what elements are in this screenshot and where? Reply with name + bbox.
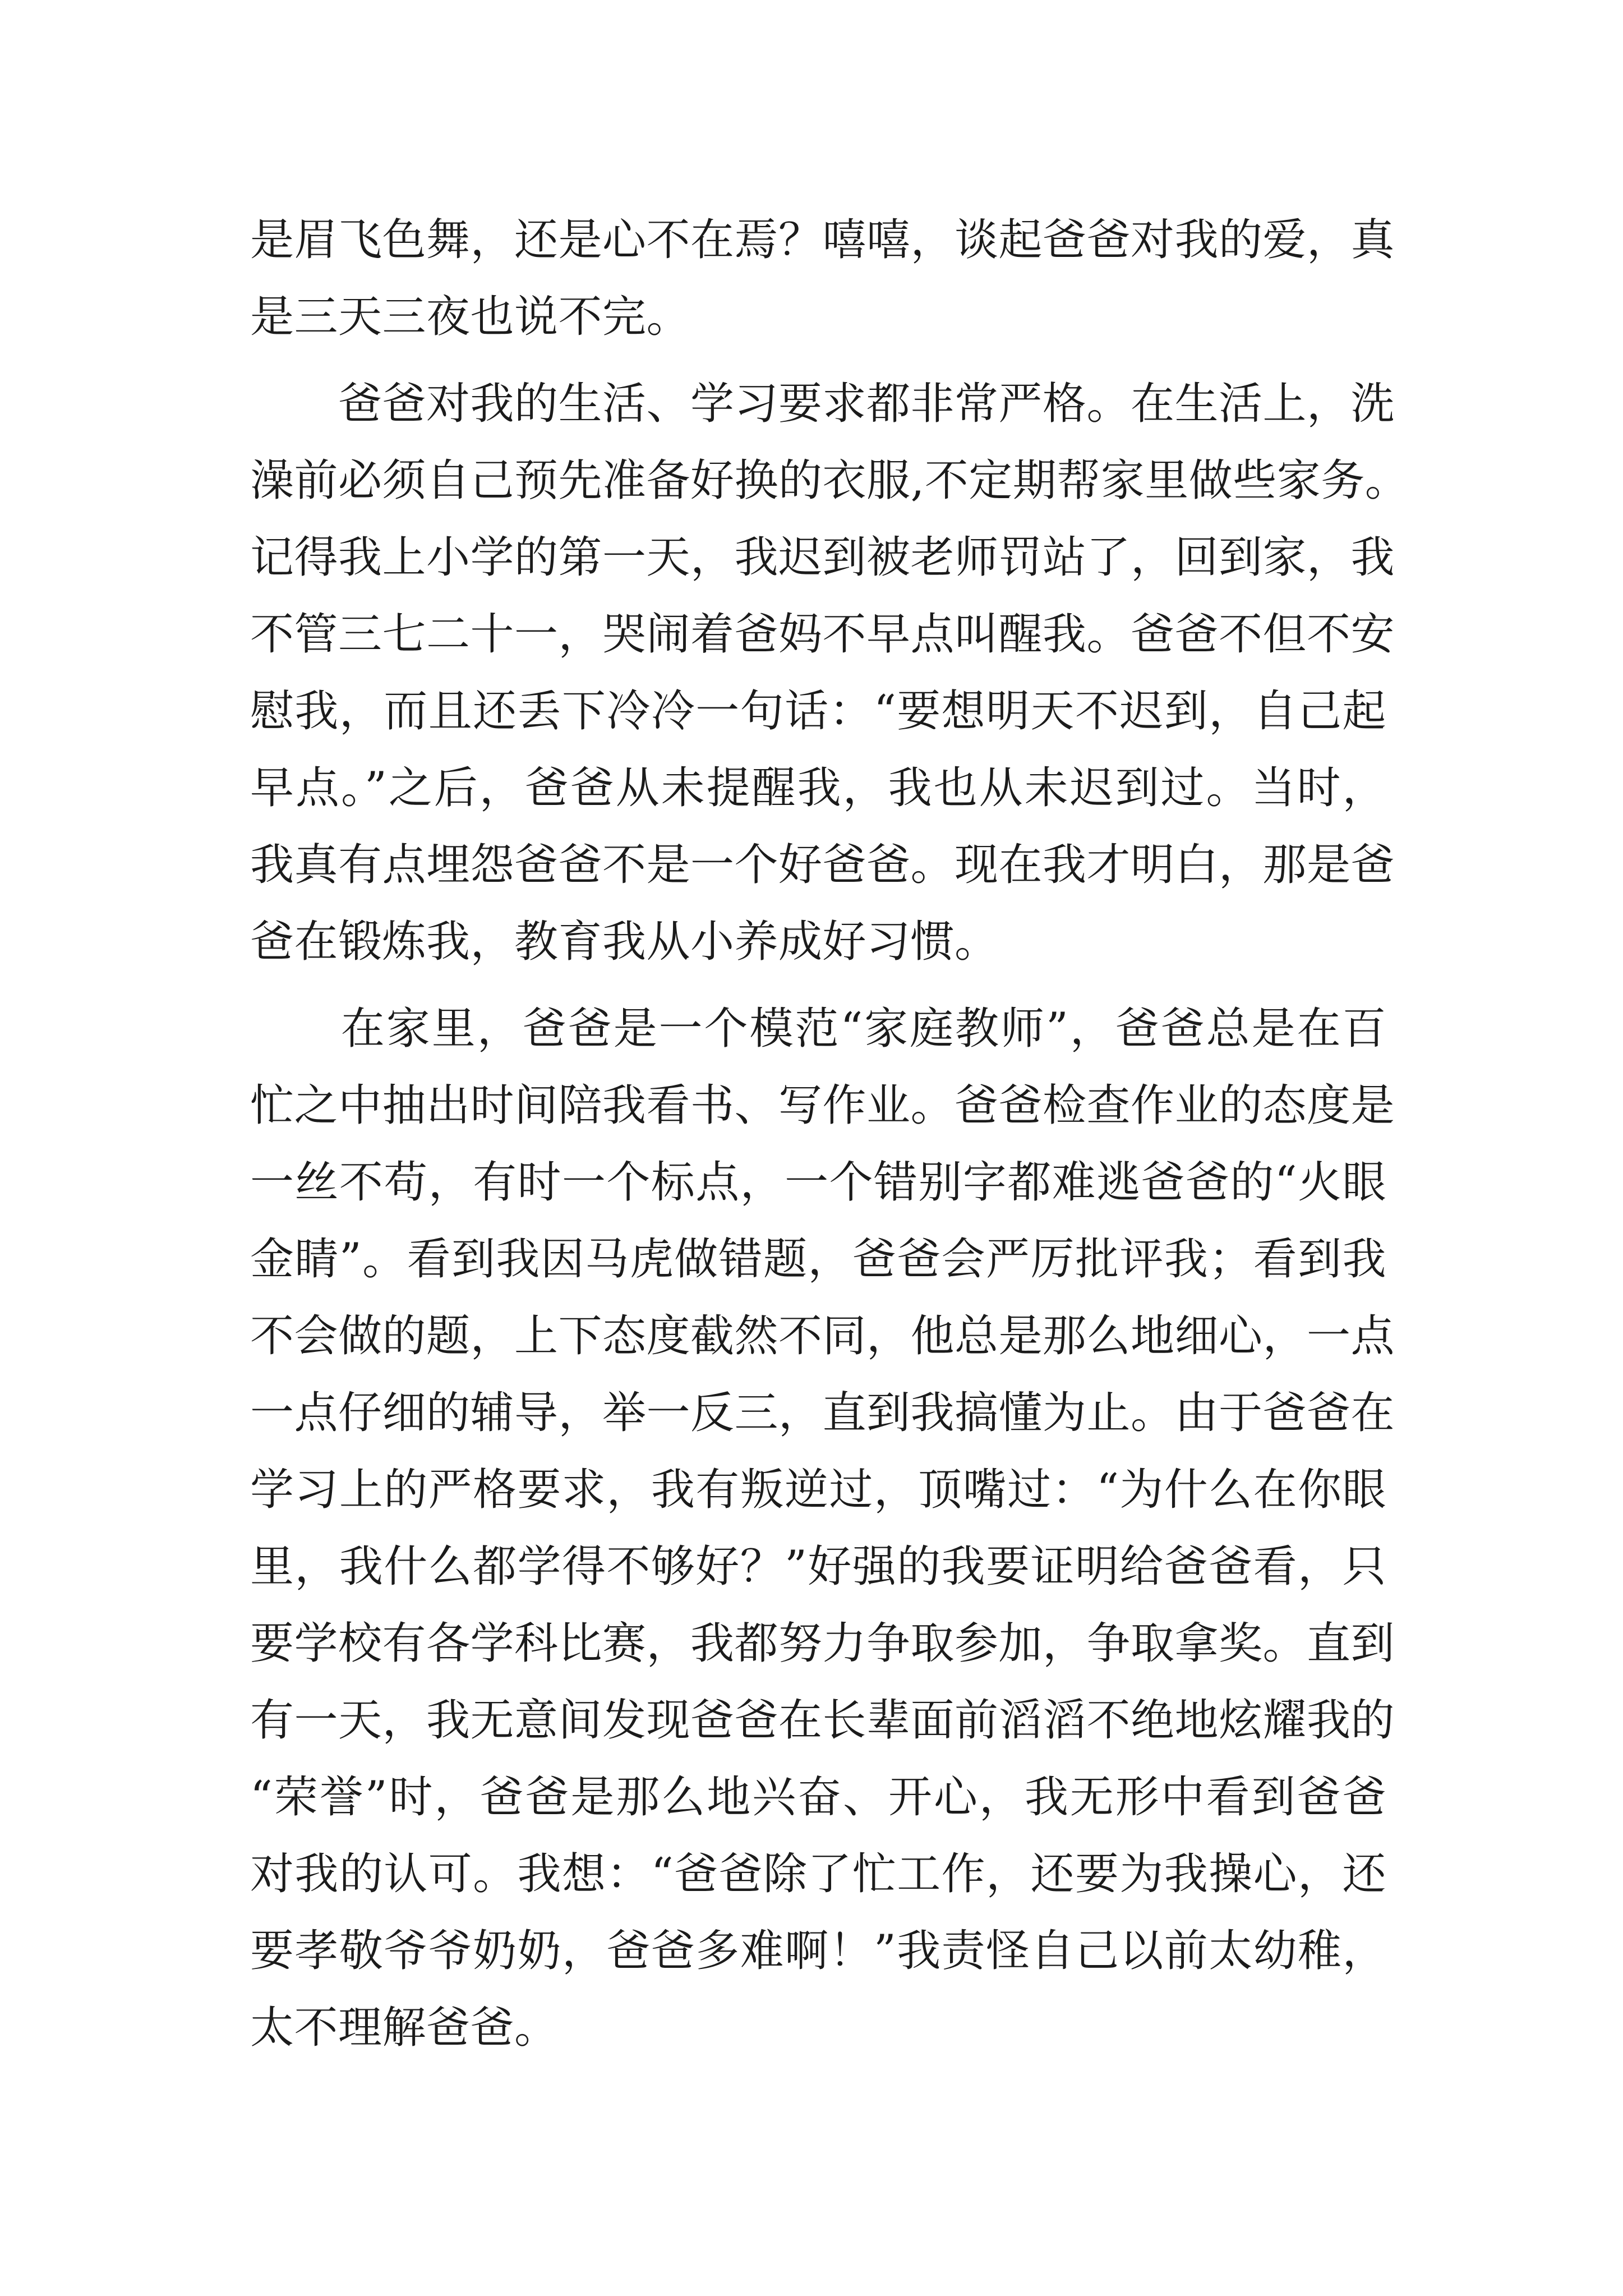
text-line: 记得我上小学的第一天，我迟到被老师罚站了，回到家，我 — [250, 532, 1395, 583]
text-line: 在家里，爸爸是一个模范“家庭教师”，爸爸总是在百 — [250, 1004, 1386, 1054]
text-line: 要孝敬爷爷奶奶，爸爸多难啊！”我责怪自己以前太幼稚， — [250, 1926, 1386, 1976]
text-line: 慰我，而且还丢下冷冷一句话：“要想明天不迟到，自己起 — [250, 686, 1386, 737]
text-line: 学习上的严格要求，我有叛逆过，顶嘴过：“为什么在你眼 — [250, 1465, 1386, 1515]
paragraph — [250, 991, 1395, 2067]
text-line: 早点。”之后，爸爸从未提醒我，我也从未迟到过。当时， — [250, 763, 1386, 813]
document-body — [250, 202, 1409, 2067]
text-line: 要学校有各学科比赛，我都努力争取参加，争取拿奖。直到 — [250, 1618, 1395, 1669]
paragraph — [250, 202, 1395, 356]
text-line: 是眉飞色舞，还是心不在焉？嘻嘻，谈起爸爸对我的爱，真 — [250, 215, 1395, 265]
text-line: 爸爸对我的生活、学习要求都非常严格。在生活上，洗 — [250, 379, 1395, 429]
text-line: 是三天三夜也说不完。 — [250, 292, 691, 342]
text-line: 一丝不苟，有时一个标点，一个错别字都难逃爸爸的“火眼 — [250, 1157, 1386, 1208]
paragraph — [250, 366, 1409, 981]
text-line: 忙之中抽出时间陪我看书、写作业。爸爸检查作业的态度是 — [250, 1080, 1395, 1131]
text-line: 一点仔细的辅导，举一反三，直到我搞懂为止。由于爸爸在 — [250, 1388, 1395, 1438]
text-line: 里，我什么都学得不够好？”好强的我要证明给爸爸看，只 — [250, 1542, 1386, 1592]
text-line: 澡前必须自己预先准备好换的衣服,不定期帮家里做些家务。 — [250, 455, 1409, 506]
text-line: 我真有点埋怨爸爸不是一个好爸爸。现在我才明白，那是爸 — [250, 840, 1395, 890]
text-line: 不管三七二十一，哭闹着爸妈不早点叫醒我。爸爸不但不安 — [250, 609, 1395, 660]
text-line: 不会做的题，上下态度截然不同，他总是那么地细心，一点 — [250, 1311, 1395, 1361]
text-line: 太不理解爸爸。 — [250, 2003, 559, 2053]
text-line: 有一天，我无意间发现爸爸在长辈面前滔滔不绝地炫耀我的 — [250, 1695, 1395, 1746]
text-line: 对我的认可。我想：“爸爸除了忙工作，还要为我操心，还 — [250, 1849, 1386, 1899]
text-line: 金睛”。看到我因马虎做错题，爸爸会严厉批评我；看到我 — [250, 1234, 1386, 1285]
text-line: “荣誉”时，爸爸是那么地兴奋、开心，我无形中看到爸爸 — [250, 1772, 1386, 1823]
text-line: 爸在锻炼我，教育我从小养成好习惯。 — [250, 917, 999, 967]
